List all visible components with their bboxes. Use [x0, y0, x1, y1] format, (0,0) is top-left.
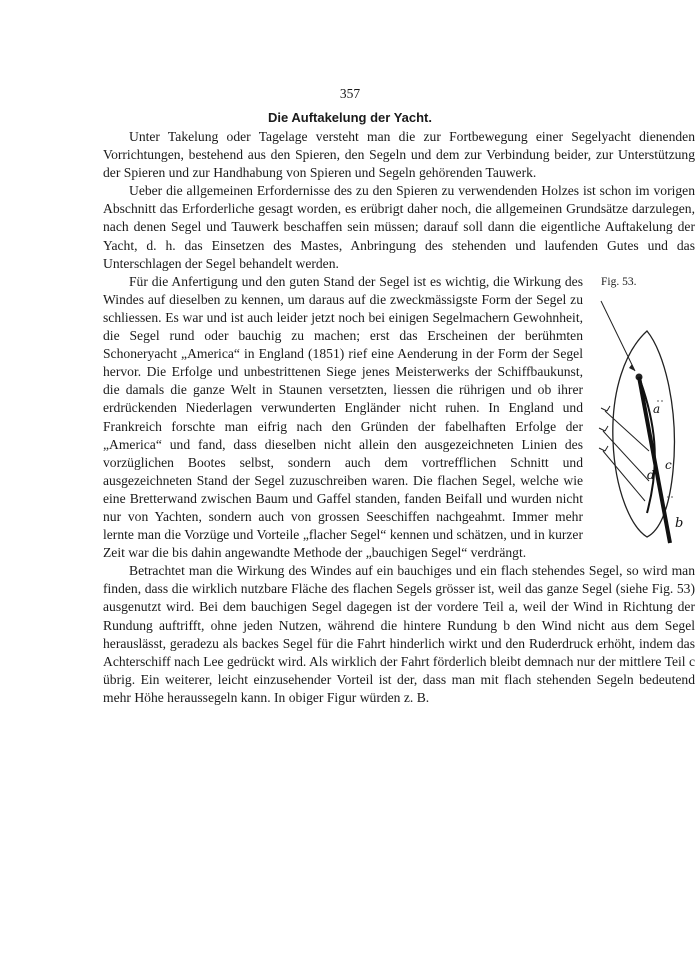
- label-d: d: [647, 467, 655, 482]
- boat-hull-outline: [613, 331, 675, 537]
- label-b: b: [675, 515, 684, 531]
- wind-arrow-2: [603, 431, 649, 481]
- paragraph-3: Für die Anfertigung und den guten Stand der Segel ist es wichtig, die Wirkung des Windes auf dieselben zu kennen, um daraus auf die zweckmässigste Form der Segel zu schliessen. Es war und ist auch leider jetzt noch bei einigen Segelmachern Gewohnheit, die Segel rund oder bauchig zu machen; erst das Erscheinen der berühmten Schoneryacht „America“ in England (1851) rief eine Aenderung in der Form der Segel hervor. Die Erfolge und unbestrittenen Siege jenes Meisterwerks der Schiffbaukunst, die damals die ganze Welt in Staunen versetzten, liessen die rührigen und ob ihrer erdrückenden Niederlagen verwunderten Engländer nicht ruhen. In England und Frankreich forschte man eifrig nach den Gründen der fabelhaften Erfolge der „America“ und fand, dass dieselben nicht allein den ausgezeichneten Linien des vorzüglichen Bootes selbst, sondern auch dem vortrefflichen Schnitt und ausgezeichneten Stand der Segel zuzuschreiben waren. Die flachen Segel, welche wie eine Bretterwand zwischen Baum und Gaffel standen, fanden Beifall und wurden nicht nur von Yachten, sondern auch von grossen Seeschiffen nachgeahmt. Immer mehr lernte man die Vorzüge und Vorteile „flacher Segel“ kennen und schätzen, und in kurzer Zeit war die bis dahin angewandte Methode der „bauchigen Segel“ verdrängt.: [103, 273, 695, 563]
- body-text: [103, 128, 695, 707]
- paragraph-1: Unter Takelung oder Tagelage versteht man die zur Fortbewegung einer Segelyacht dienenden Vorrichtungen, bestehend aus den Spieren, den Segeln und dem zur Verbindung beider, zur Unterstützung der Spieren und zur Handhabung von Spieren und Segeln gehörenden Tauwerk.: [103, 129, 695, 181]
- label-c: c: [665, 457, 672, 472]
- section-heading: Die Auftakelung der Yacht.: [268, 110, 432, 125]
- wind-arrow-3: [603, 451, 645, 501]
- figure-53: [587, 273, 695, 563]
- page-number: 357: [339, 86, 361, 101]
- paragraph-2: Ueber die allgemeinen Erfordernisse des zu den Spieren zu verwendenden Holzes ist schon im vorigen Abschnitt das Erforderliche gesagt worden, es erübrigt daher noch, die allgemeinen Grundsätze darzulegen, nach denen Segel und Tauwerk beschaffen sein müssen; darauf soll dann die eigentliche Auftakelung der Yacht, d. h. das Einsetzen des Mastes, Anbringung des stehenden und laufenden Gutes und das Unterschlagen der Segel behandelt werden.: [103, 183, 695, 271]
- sail-diagram: [587, 291, 695, 561]
- wind-arrow-1: [605, 411, 649, 451]
- figure-label: Fig. 53.: [601, 275, 637, 288]
- figure-wrap: [103, 273, 695, 563]
- paragraph-4: Betrachtet man die Wirkung des Windes auf ein bauchiges und ein flach stehendes Segel, so wird man finden, dass die wirklich nutzbare Fläche des flachen Segels grösser ist, weil das ganze Segel (siehe Fig. 53) ausgenutzt wird. Bei dem bauchigen Segel dagegen ist der vordere Teil a, weil der Wind in Richtung der Rundung auftrifft, ohne jeden Nutzen, während die hintere Rundung b den Wind nicht aus dem Segel herauslässt, geradezu als backes Segel für die Fahrt hinderlich wirkt und den Ruderdruck erhöht, indem das Achterschiff nach Lee gedrückt wird. Als wirklich der Fahrt förderlich bleibt demnach nur der mittlere Teil c übrig. Ein weiterer, leicht einzusehender Vorteil ist der, dass man mit flach stehenden Segeln bedeutend mehr Höhe heraussegeln kann. In obiger Figur würden z. B.: [103, 563, 695, 705]
- wind-line-top: [601, 301, 635, 371]
- label-a: a: [653, 401, 661, 416]
